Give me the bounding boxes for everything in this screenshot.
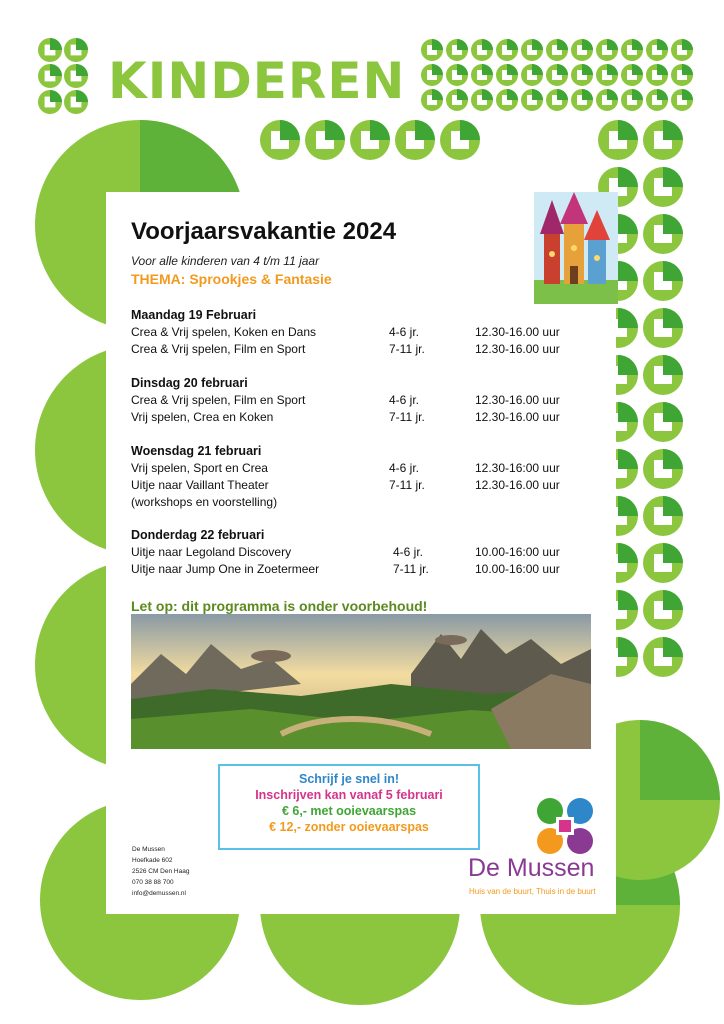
decor-dot-quarter (663, 402, 683, 422)
decor-dot-quarter (632, 39, 643, 50)
time-slot: 12.30-16.00 uur (475, 410, 560, 424)
schedule-row (131, 410, 601, 427)
decor-dot-quarter (507, 89, 518, 100)
program-heading: Voorjaarsvakantie 2024 (131, 218, 397, 245)
decor-dot-quarter (557, 64, 568, 75)
price-without-pass: € 12,- zonder ooievaarspas (269, 820, 429, 834)
schedule-row (131, 478, 601, 495)
day-heading: Dinsdag 20 februari (131, 376, 248, 390)
schedule-row (131, 461, 601, 478)
time-slot: 10.00-16:00 uur (475, 562, 560, 576)
schedule-row (131, 342, 601, 359)
time-slot: 12.30-16.00 uur (475, 393, 560, 407)
decor-dot-quarter (663, 120, 683, 140)
email: info@demussen.nl (132, 890, 186, 897)
decor-dot-quarter (532, 64, 543, 75)
decor-dot-quarter (507, 39, 518, 50)
decor-dot-quarter (582, 89, 593, 100)
decor-dot-quarter (657, 89, 668, 100)
fairytale-castle-image (534, 192, 618, 304)
decor-dot-quarter (557, 89, 568, 100)
decor-dot-quarter (663, 214, 683, 234)
day-heading: Woensdag 21 februari (131, 444, 262, 458)
decor-dot-quarter (607, 39, 618, 50)
activity: Vrij spelen, Sport en Crea (131, 461, 268, 475)
age-group: 4-6 jr. (389, 393, 420, 407)
decor-dot-quarter (607, 89, 618, 100)
schedule-day-1 (131, 308, 601, 359)
signup-date: Inschrijven kan vanaf 5 februari (255, 788, 443, 802)
program-card (106, 192, 616, 914)
signup-callout: Schrijf je snel in! (298, 772, 400, 786)
age-group: 4-6 jr. (393, 545, 424, 559)
activity: Uitje naar Vaillant Theater (131, 478, 269, 492)
decor-dot-quarter (663, 355, 683, 375)
decor-dot-quarter (663, 449, 683, 469)
org-name: De Mussen (132, 846, 165, 853)
activity-note: (workshops en voorstelling) (131, 495, 278, 509)
fantasy-landscape-image (131, 614, 591, 749)
decor-circle-quarter (640, 720, 720, 800)
decor-dot-quarter (682, 39, 693, 50)
decor-dot-quarter (618, 120, 638, 140)
theme-label: THEMA: Sprookjes & Fantasie (131, 271, 332, 287)
decor-dot-quarter (50, 64, 62, 76)
schedule-day-4 (131, 528, 601, 579)
street: Hoefkade 602 (132, 857, 173, 864)
day-heading: Donderdag 22 februari (131, 528, 265, 542)
decor-dot-quarter (370, 120, 390, 140)
city: 2526 CM Den Haag (132, 868, 190, 875)
time-slot: 12.30-16.00 uur (475, 325, 560, 339)
decor-dot-quarter (663, 637, 683, 657)
time-slot: 12.30-16.00 uur (475, 478, 560, 492)
decor-dot-quarter (457, 89, 468, 100)
phone: 070 38 88 700 (132, 879, 174, 886)
price-with-pass: € 6,- met ooievaarspas (281, 804, 417, 818)
decor-dot-quarter (657, 64, 668, 75)
time-slot: 10.00-16:00 uur (475, 545, 560, 559)
decor-dot-quarter (618, 402, 638, 422)
decor-dot-quarter (618, 355, 638, 375)
decor-dot-quarter (432, 64, 443, 75)
age-group: 7-11 jr. (389, 478, 425, 492)
decor-dot-quarter (50, 38, 62, 50)
activity: Uitje naar Jump One in Zoetermeer (131, 562, 320, 576)
de-mussen-logo-icon (536, 797, 594, 855)
decor-dot-quarter (482, 64, 493, 75)
decor-dot-quarter (557, 39, 568, 50)
schedule-day-2 (131, 376, 601, 427)
decor-dot-quarter (663, 496, 683, 516)
decor-dot-quarter (432, 39, 443, 50)
age-group: 7-11 jr. (393, 562, 429, 576)
age-group: 7-11 jr. (389, 410, 425, 424)
decor-dot-quarter (532, 39, 543, 50)
decor-dot-quarter (607, 64, 618, 75)
signup-box (218, 764, 480, 850)
decor-dot-quarter (325, 120, 345, 140)
decor-dot-quarter (618, 449, 638, 469)
decor-dot-quarter (457, 64, 468, 75)
activity: Crea & Vrij spelen, Koken en Dans (131, 325, 316, 339)
decor-dot-quarter (482, 39, 493, 50)
decor-dot-quarter (663, 308, 683, 328)
age-group: 7-11 jr. (389, 342, 425, 356)
decor-dot-quarter (76, 38, 88, 50)
decor-dot-quarter (532, 89, 543, 100)
activity: Crea & Vrij spelen, Film en Sport (131, 342, 306, 356)
decor-dot-quarter (618, 308, 638, 328)
decor-dot-quarter (618, 261, 638, 281)
decor-dot-quarter (663, 261, 683, 281)
decor-dot-quarter (632, 89, 643, 100)
logo-tagline: Huis van de buurt, Thuis in de buurt (469, 887, 596, 896)
decor-dot-quarter (280, 120, 300, 140)
logo-wordmark: De Mussen (468, 854, 595, 882)
schedule-day-3 (131, 444, 601, 512)
schedule-row (131, 545, 601, 562)
decor-dot-quarter (507, 64, 518, 75)
day-heading: Maandag 19 Februari (131, 308, 257, 322)
decor-dot-quarter (618, 590, 638, 610)
activity: Crea & Vrij spelen, Film en Sport (131, 393, 306, 407)
decor-dot-quarter (682, 89, 693, 100)
age-group: 4-6 jr. (389, 461, 420, 475)
schedule-row (131, 393, 601, 410)
activity: Uitje naar Legoland Discovery (131, 545, 292, 559)
decor-dot-quarter (582, 64, 593, 75)
decor-dot-quarter (618, 214, 638, 234)
age-group: 4-6 jr. (389, 325, 420, 339)
decor-dot-quarter (682, 64, 693, 75)
decor-dot-quarter (663, 590, 683, 610)
decor-dot-quarter (482, 89, 493, 100)
time-slot: 12.30-16:00 uur (475, 461, 560, 475)
decor-dot-quarter (460, 120, 480, 140)
decor-dot-quarter (457, 39, 468, 50)
decor-dot-quarter (618, 496, 638, 516)
page-title: KINDEREN (108, 52, 406, 110)
disclaimer-notice: Let op: dit programma is onder voorbehoud! (131, 598, 428, 614)
time-slot: 12.30-16.00 uur (475, 342, 560, 356)
decor-dot-quarter (632, 64, 643, 75)
address-block (132, 844, 189, 899)
decor-dot-quarter (657, 39, 668, 50)
schedule-row (131, 495, 601, 512)
decor-dot-quarter (618, 543, 638, 563)
decor-dot-quarter (432, 89, 443, 100)
schedule-row (131, 562, 601, 579)
decor-dot-quarter (415, 120, 435, 140)
decor-dot-quarter (663, 167, 683, 187)
decor-dot-quarter (76, 90, 88, 102)
decor-dot-quarter (618, 637, 638, 657)
decor-dot-quarter (76, 64, 88, 76)
decor-dot-quarter (50, 90, 62, 102)
decor-dot-quarter (663, 543, 683, 563)
decor-dot-quarter (582, 39, 593, 50)
decor-dot-quarter (618, 167, 638, 187)
age-range-subheading: Voor alle kinderen van 4 t/m 11 jaar (131, 254, 320, 268)
activity: Vrij spelen, Crea en Koken (131, 410, 274, 424)
schedule-row (131, 325, 601, 342)
